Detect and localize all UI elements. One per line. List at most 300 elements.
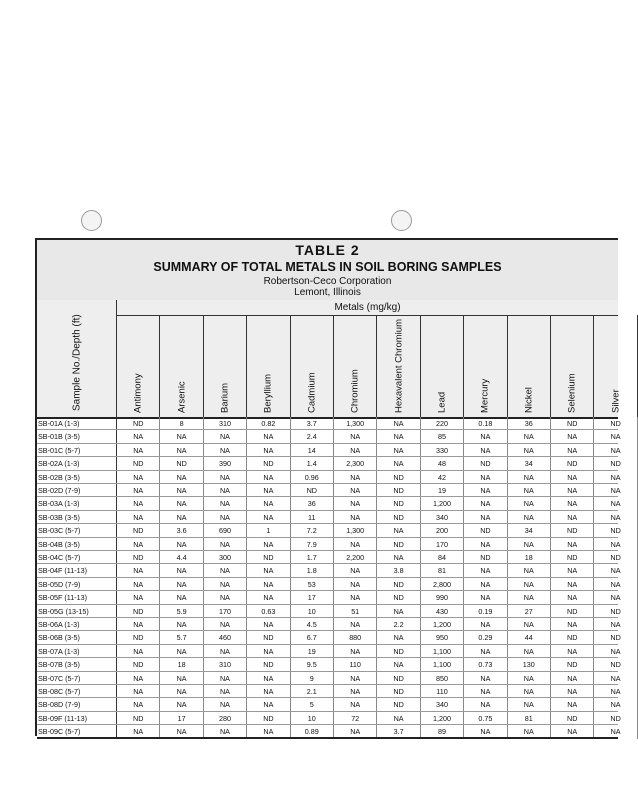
value-cell: NA: [204, 685, 247, 698]
table-row: [37, 444, 621, 457]
metal-column-header: [421, 315, 464, 417]
sample-id-cell: SB-04F (11-13): [37, 564, 117, 577]
value-cell: NA: [334, 578, 377, 591]
metal-name: Lead: [436, 391, 448, 413]
value-cell: NA: [508, 511, 551, 524]
sample-id-cell: SB-01A (1-3): [37, 417, 117, 430]
value-cell: 340: [421, 698, 464, 711]
table-row: [37, 645, 621, 658]
value-cell: NA: [334, 685, 377, 698]
metal-column-header: [247, 315, 290, 417]
value-cell: ND: [377, 511, 420, 524]
value-cell: 110: [421, 685, 464, 698]
value-cell: NA: [551, 430, 594, 443]
value-cell: NA: [117, 698, 160, 711]
value-cell: 0.96: [291, 471, 334, 484]
metal-name: Nickel: [523, 387, 535, 413]
sample-id-cell: SB-08C (5-7): [37, 685, 117, 698]
value-cell: NA: [117, 591, 160, 604]
value-cell: ND: [377, 698, 420, 711]
value-cell: NA: [247, 564, 290, 577]
value-cell: NA: [551, 471, 594, 484]
value-cell: ND: [291, 484, 334, 497]
value-cell: NA: [551, 444, 594, 457]
organization-name: Robertson-Ceco Corporation: [263, 276, 392, 287]
value-cell: ND: [377, 484, 420, 497]
value-cell: NA: [247, 538, 290, 551]
value-cell: NA: [594, 511, 637, 524]
value-cell: 2.1: [291, 685, 334, 698]
value-cell: NA: [247, 471, 290, 484]
value-cell: NA: [464, 497, 507, 510]
value-cell: NA: [160, 725, 203, 738]
value-cell: 18: [160, 658, 203, 671]
value-cell: NA: [594, 645, 637, 658]
value-cell: 300: [204, 551, 247, 564]
punch-hole-left: [81, 210, 102, 231]
value-cell: 1.4: [291, 457, 334, 470]
value-cell: ND: [247, 457, 290, 470]
value-cell: 200: [421, 524, 464, 537]
value-cell: NA: [551, 497, 594, 510]
location: Lemont, Illinois: [294, 287, 361, 298]
value-cell: NA: [508, 698, 551, 711]
metal-column-header: [334, 315, 377, 417]
value-cell: 1,200: [421, 497, 464, 510]
value-cell: 19: [291, 645, 334, 658]
value-cell: 10: [291, 605, 334, 618]
value-cell: ND: [377, 645, 420, 658]
value-cell: NA: [247, 685, 290, 698]
sample-id-cell: SB-07A (1-3): [37, 645, 117, 658]
value-cell: 390: [204, 457, 247, 470]
value-cell: 430: [421, 605, 464, 618]
value-cell: NA: [117, 685, 160, 698]
value-cell: NA: [377, 444, 420, 457]
value-cell: NA: [247, 591, 290, 604]
value-cell: 11: [291, 511, 334, 524]
value-cell: 3.8: [377, 564, 420, 577]
value-cell: NA: [464, 618, 507, 631]
value-cell: NA: [551, 538, 594, 551]
sample-id-cell: SB-04B (3-5): [37, 538, 117, 551]
value-cell: ND: [117, 631, 160, 644]
value-cell: NA: [594, 698, 637, 711]
table-row: [37, 497, 621, 510]
value-cell: ND: [594, 457, 637, 470]
value-cell: NA: [334, 484, 377, 497]
value-cell: NA: [594, 471, 637, 484]
value-cell: NA: [594, 484, 637, 497]
value-cell: ND: [594, 631, 637, 644]
value-cell: NA: [160, 430, 203, 443]
value-cell: NA: [377, 658, 420, 671]
value-cell: NA: [334, 511, 377, 524]
value-cell: 220: [421, 417, 464, 430]
value-cell: NA: [117, 471, 160, 484]
table-title: SUMMARY OF TOTAL METALS IN SOIL BORING SAMPLES: [153, 260, 502, 274]
sample-id-cell: SB-03C (5-7): [37, 524, 117, 537]
table-row: [37, 605, 621, 618]
value-cell: NA: [551, 685, 594, 698]
value-cell: NA: [377, 605, 420, 618]
value-cell: 310: [204, 658, 247, 671]
value-cell: 2,300: [334, 457, 377, 470]
value-cell: NA: [464, 538, 507, 551]
value-cell: ND: [247, 658, 290, 671]
sample-id-cell: SB-03A (1-3): [37, 497, 117, 510]
value-cell: NA: [508, 672, 551, 685]
value-cell: 1: [247, 524, 290, 537]
value-cell: ND: [551, 417, 594, 430]
sample-id-cell: SB-09C (5-7): [37, 725, 117, 738]
value-cell: NA: [160, 698, 203, 711]
sample-id-cell: SB-05G (13-15): [37, 605, 117, 618]
sample-id-cell: SB-03B (3-5): [37, 511, 117, 524]
metal-name: Beryllium: [262, 373, 274, 413]
value-cell: NA: [508, 471, 551, 484]
value-cell: NA: [594, 444, 637, 457]
value-cell: NA: [508, 444, 551, 457]
value-cell: 84: [421, 551, 464, 564]
value-cell: ND: [377, 538, 420, 551]
value-cell: NA: [160, 672, 203, 685]
value-cell: 850: [421, 672, 464, 685]
value-cell: NA: [204, 430, 247, 443]
value-cell: 44: [508, 631, 551, 644]
table-row: [37, 551, 621, 564]
value-cell: NA: [551, 618, 594, 631]
value-cell: NA: [160, 564, 203, 577]
value-cell: ND: [117, 712, 160, 725]
value-cell: 3.7: [291, 417, 334, 430]
value-cell: 8: [160, 417, 203, 430]
value-cell: NA: [464, 698, 507, 711]
value-cell: NA: [247, 511, 290, 524]
value-cell: ND: [377, 578, 420, 591]
value-cell: ND: [377, 497, 420, 510]
value-cell: ND: [551, 712, 594, 725]
value-cell: 990: [421, 591, 464, 604]
metal-column-header: [464, 315, 507, 417]
value-cell: ND: [464, 551, 507, 564]
value-cell: ND: [247, 551, 290, 564]
value-cell: 1,200: [421, 618, 464, 631]
sample-column-label: Sample No./Depth (ft): [71, 314, 82, 411]
value-cell: 5: [291, 698, 334, 711]
metal-name: Selenium: [566, 373, 578, 413]
value-cell: NA: [334, 538, 377, 551]
table-row: [37, 672, 621, 685]
value-cell: 1,100: [421, 645, 464, 658]
value-cell: 690: [204, 524, 247, 537]
value-cell: NA: [594, 672, 637, 685]
metal-name: Silver: [610, 389, 622, 413]
metal-name: Chromium: [349, 369, 361, 413]
value-cell: 110: [334, 658, 377, 671]
value-cell: NA: [594, 497, 637, 510]
table-row: [37, 578, 621, 591]
value-cell: 330: [421, 444, 464, 457]
value-cell: 48: [421, 457, 464, 470]
sample-id-cell: SB-05F (11-13): [37, 591, 117, 604]
value-cell: NA: [508, 645, 551, 658]
value-cell: 17: [291, 591, 334, 604]
document-table: [35, 238, 622, 737]
value-cell: NA: [551, 591, 594, 604]
value-cell: 1.7: [291, 551, 334, 564]
metal-name: Arsenic: [176, 381, 188, 413]
value-cell: NA: [160, 484, 203, 497]
value-cell: NA: [377, 417, 420, 430]
table-row: [37, 712, 621, 725]
value-cell: NA: [594, 430, 637, 443]
table-row: [37, 685, 621, 698]
value-cell: 10: [291, 712, 334, 725]
value-cell: ND: [117, 605, 160, 618]
value-cell: NA: [377, 551, 420, 564]
value-cell: NA: [464, 564, 507, 577]
value-cell: 53: [291, 578, 334, 591]
sample-id-cell: SB-06A (1-3): [37, 618, 117, 631]
value-cell: NA: [117, 564, 160, 577]
table-row: [37, 564, 621, 577]
value-cell: 0.29: [464, 631, 507, 644]
value-cell: 36: [291, 497, 334, 510]
value-cell: 9.5: [291, 658, 334, 671]
value-cell: NA: [551, 645, 594, 658]
table-row: [37, 484, 621, 497]
value-cell: NA: [551, 578, 594, 591]
sample-column-header: [37, 300, 117, 417]
sample-id-cell: SB-08D (7-9): [37, 698, 117, 711]
value-cell: ND: [247, 712, 290, 725]
value-cell: NA: [594, 564, 637, 577]
value-cell: NA: [160, 444, 203, 457]
value-cell: 7.2: [291, 524, 334, 537]
value-cell: NA: [464, 444, 507, 457]
value-cell: ND: [247, 631, 290, 644]
sample-id-cell: SB-04C (5-7): [37, 551, 117, 564]
table-row: [37, 618, 621, 631]
value-cell: 0.18: [464, 417, 507, 430]
value-cell: ND: [160, 457, 203, 470]
value-cell: NA: [160, 618, 203, 631]
value-cell: 89: [421, 725, 464, 738]
value-cell: ND: [117, 658, 160, 671]
value-cell: NA: [204, 484, 247, 497]
value-cell: ND: [594, 417, 637, 430]
value-cell: 0.75: [464, 712, 507, 725]
value-cell: NA: [508, 578, 551, 591]
value-cell: NA: [594, 591, 637, 604]
value-cell: 340: [421, 511, 464, 524]
value-cell: NA: [204, 645, 247, 658]
value-cell: NA: [247, 618, 290, 631]
value-cell: ND: [377, 672, 420, 685]
value-cell: 2.2: [377, 618, 420, 631]
value-cell: NA: [551, 484, 594, 497]
value-cell: 2,200: [334, 551, 377, 564]
value-cell: ND: [377, 471, 420, 484]
value-cell: 1,300: [334, 524, 377, 537]
sample-id-cell: SB-01C (5-7): [37, 444, 117, 457]
value-cell: NA: [160, 471, 203, 484]
table-bottom-rule: [37, 737, 618, 739]
value-cell: 9: [291, 672, 334, 685]
value-cell: ND: [464, 524, 507, 537]
value-cell: NA: [334, 497, 377, 510]
value-cell: 4.4: [160, 551, 203, 564]
value-cell: NA: [464, 725, 507, 738]
value-cell: NA: [334, 725, 377, 738]
value-cell: 34: [508, 457, 551, 470]
value-cell: 5.7: [160, 631, 203, 644]
value-cell: NA: [334, 471, 377, 484]
value-cell: NA: [464, 578, 507, 591]
value-cell: 950: [421, 631, 464, 644]
metal-column-header: [594, 315, 637, 417]
value-cell: NA: [464, 685, 507, 698]
value-cell: 1,100: [421, 658, 464, 671]
metal-name: Mercury: [479, 378, 491, 413]
metal-column-header: [291, 315, 334, 417]
value-cell: NA: [508, 484, 551, 497]
value-cell: NA: [464, 591, 507, 604]
value-cell: NA: [160, 685, 203, 698]
metal-name: Barium: [219, 382, 231, 413]
table-row: [37, 698, 621, 711]
value-cell: NA: [508, 430, 551, 443]
value-cell: 130: [508, 658, 551, 671]
value-cell: ND: [594, 551, 637, 564]
value-cell: NA: [160, 591, 203, 604]
value-cell: ND: [117, 457, 160, 470]
sample-id-cell: SB-07C (5-7): [37, 672, 117, 685]
value-cell: ND: [551, 457, 594, 470]
table-header: [37, 300, 622, 419]
value-cell: 5.9: [160, 605, 203, 618]
value-cell: NA: [117, 578, 160, 591]
table-row: [37, 430, 621, 443]
value-cell: NA: [117, 538, 160, 551]
punch-hole-right: [391, 210, 412, 231]
value-cell: NA: [464, 672, 507, 685]
value-cell: NA: [377, 457, 420, 470]
value-cell: NA: [508, 591, 551, 604]
value-cell: NA: [204, 591, 247, 604]
value-cell: NA: [160, 538, 203, 551]
value-cell: NA: [247, 672, 290, 685]
table-row: [37, 524, 621, 537]
value-cell: 0.63: [247, 605, 290, 618]
table-row: [37, 417, 621, 430]
value-cell: NA: [508, 497, 551, 510]
value-cell: ND: [377, 685, 420, 698]
value-cell: NA: [334, 698, 377, 711]
value-cell: NA: [508, 538, 551, 551]
value-cell: NA: [117, 618, 160, 631]
value-cell: NA: [594, 685, 637, 698]
value-cell: NA: [334, 645, 377, 658]
value-cell: NA: [334, 618, 377, 631]
value-cell: NA: [204, 471, 247, 484]
value-cell: NA: [117, 497, 160, 510]
value-cell: NA: [334, 591, 377, 604]
value-cell: NA: [117, 484, 160, 497]
value-cell: NA: [551, 672, 594, 685]
metal-name: Cadmium: [306, 372, 318, 413]
value-cell: NA: [464, 484, 507, 497]
value-cell: NA: [247, 430, 290, 443]
sample-id-cell: SB-05D (7-9): [37, 578, 117, 591]
value-cell: NA: [551, 725, 594, 738]
value-cell: ND: [594, 658, 637, 671]
value-cell: 4.5: [291, 618, 334, 631]
value-cell: NA: [464, 430, 507, 443]
metal-column-header: [117, 315, 160, 417]
value-cell: 42: [421, 471, 464, 484]
value-cell: 34: [508, 524, 551, 537]
metal-column-header: [377, 315, 420, 417]
value-cell: NA: [594, 578, 637, 591]
value-cell: 0.19: [464, 605, 507, 618]
value-cell: NA: [247, 497, 290, 510]
value-cell: 7.9: [291, 538, 334, 551]
value-cell: 880: [334, 631, 377, 644]
sample-id-cell: SB-09F (11-13): [37, 712, 117, 725]
value-cell: NA: [464, 645, 507, 658]
value-cell: NA: [247, 578, 290, 591]
value-cell: NA: [247, 484, 290, 497]
value-cell: ND: [551, 631, 594, 644]
value-cell: NA: [594, 538, 637, 551]
metal-column-header: [204, 315, 247, 417]
value-cell: NA: [377, 430, 420, 443]
value-cell: NA: [334, 444, 377, 457]
table-number: TABLE 2: [295, 242, 360, 258]
value-cell: NA: [508, 725, 551, 738]
value-cell: NA: [551, 511, 594, 524]
value-cell: ND: [551, 605, 594, 618]
value-cell: 3.6: [160, 524, 203, 537]
value-cell: NA: [247, 444, 290, 457]
value-cell: NA: [334, 564, 377, 577]
value-cell: 170: [421, 538, 464, 551]
title-block: [37, 240, 618, 301]
metal-column-header: [508, 315, 551, 417]
value-cell: 17: [160, 712, 203, 725]
value-cell: NA: [204, 618, 247, 631]
value-cell: NA: [508, 618, 551, 631]
value-cell: NA: [204, 538, 247, 551]
value-cell: NA: [551, 698, 594, 711]
value-cell: 2.4: [291, 430, 334, 443]
sample-id-cell: SB-02A (1-3): [37, 457, 117, 470]
value-cell: NA: [247, 698, 290, 711]
value-cell: ND: [594, 524, 637, 537]
value-cell: NA: [594, 725, 637, 738]
table-row: [37, 471, 621, 484]
value-cell: 1.8: [291, 564, 334, 577]
metal-column-header: [160, 315, 203, 417]
table-row: [37, 658, 621, 671]
value-cell: ND: [594, 605, 637, 618]
value-cell: ND: [117, 417, 160, 430]
value-cell: 6.7: [291, 631, 334, 644]
value-cell: NA: [464, 471, 507, 484]
value-cell: NA: [247, 725, 290, 738]
